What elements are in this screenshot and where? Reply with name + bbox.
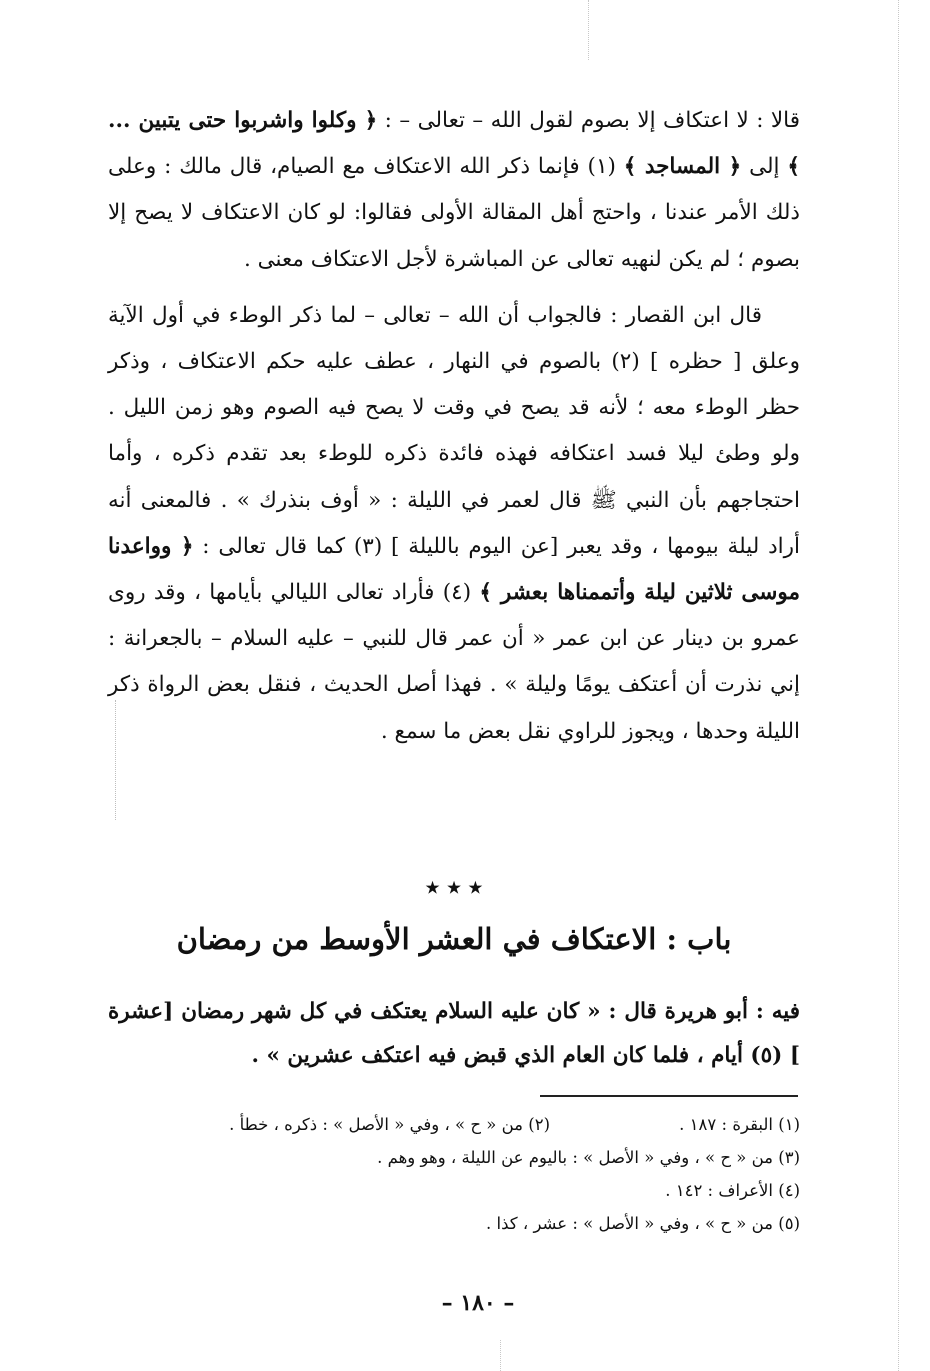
body-text-run: قالا : لا اعتكاف إلا بصوم لقول الله – تعالى – : — [377, 108, 800, 133]
section-separator: ٭ ٭ ٭ — [426, 872, 482, 901]
footnote-divider — [540, 1095, 798, 1097]
main-text — [108, 98, 800, 755]
footnote-2: (٢) من « ح » ، وفي « الأصل » : ذكره ، خطأ . — [229, 1115, 550, 1134]
quran-verse-text: ﴿ وكلوا واشربوا حتى يتبين ... ﴾ — [108, 108, 800, 180]
paragraph-gap — [108, 283, 800, 293]
scan-artifact-line — [898, 0, 899, 1371]
footnote-1: (١) البقرة : ١٨٧ . — [679, 1115, 800, 1134]
hadith-text — [108, 990, 800, 1078]
footnotes — [108, 1108, 800, 1240]
footnote-4: (٤) الأعراف : ١٤٢ . — [665, 1181, 800, 1200]
hadith-paragraph: فيه : أبو هريرة قال : « كان عليه السلام يعتكف في كل شهر رمضان [عشرة ] (٥) أيام ، فلما كان العام الذي قبض فيه اعتكف عشرين » . — [108, 999, 800, 1068]
body-text-run: إلى — [741, 154, 788, 180]
page-number: – ١٨٠ – — [441, 1290, 515, 1316]
chapter-title: باب : الاعتكاف في العشر الأوسط من رمضان — [176, 922, 732, 956]
footnote-row — [108, 1207, 800, 1240]
scan-artifact-line — [588, 0, 589, 60]
paragraph-2 — [108, 293, 800, 755]
footnote-5: (٥) من « ح » ، وفي « الأصل » : عشر ، كذا . — [486, 1214, 800, 1233]
footnote-row — [108, 1108, 800, 1141]
footnote-3: (٣) من « ح » ، وفي « الأصل » : باليوم عن الليلة ، وهو وهم . — [377, 1148, 800, 1167]
body-text-run: قال ابن القصار : فالجواب أن الله – تعالى – لما ذكر الوطء في أول الآية وعلق [ حظره ] (٢) بالصوم في النهار ، عطف عليه حكم الاعتكاف ، وذكر حظر الوطء معه ؛ لأنه قد يصح في وقت لا يصح فيه الصوم وهو زمن الليل . ولو وطئ ليلا فسد اعتكافه فهذه فائدة ذكره للوطء بعد تقدم ذكره ، وأما احتجاجهم بأن النبي ﷺ قال لعمر في الليلة : « أوف بنذرك » . فالمعنى أنه أراد ليلة بيومها ، وقد يعبر [عن اليوم بالليلة ] (٣) كما قال تعالى : — [108, 302, 800, 559]
footnote-row — [108, 1141, 800, 1174]
paragraph-1 — [108, 98, 800, 283]
scan-artifact-line — [500, 1340, 501, 1371]
footnote-row — [108, 1174, 800, 1207]
body-text-run: (٤) فأراد تعالى الليالي بأيامها ، وقد روى عمرو بن دينار عن ابن عمر « أن عمر قال للنبي – عليه السلام – بالجعرانة : إني نذرت أن أعتكف يومًا وليلة » . فهذا أصل الحديث ، فنقل بعض الرواة ذكر الليلة وحدها ، ويجوز للراوي نقل بعض ما سمع . — [108, 580, 800, 744]
quran-verse-text: ﴿ المساجد ﴾ — [623, 154, 742, 180]
body-text-run: (١) فإنما ذكر الله الاعتكاف مع الصيام، قال مالك : وعلى ذلك الأمر عندنا ، واحتج أهل المقالة الأولى فقالوا: لو كان الاعتكاف لا يصح إلا بصوم ؛ لم يكن لنهيه تعالى عن المباشرة لأجل الاعتكاف معنى . — [108, 154, 800, 272]
quran-verse-text: ﴿ وواعدنا موسى ثلاثين ليلة وأتممناها بعشر ﴾ — [108, 533, 800, 606]
